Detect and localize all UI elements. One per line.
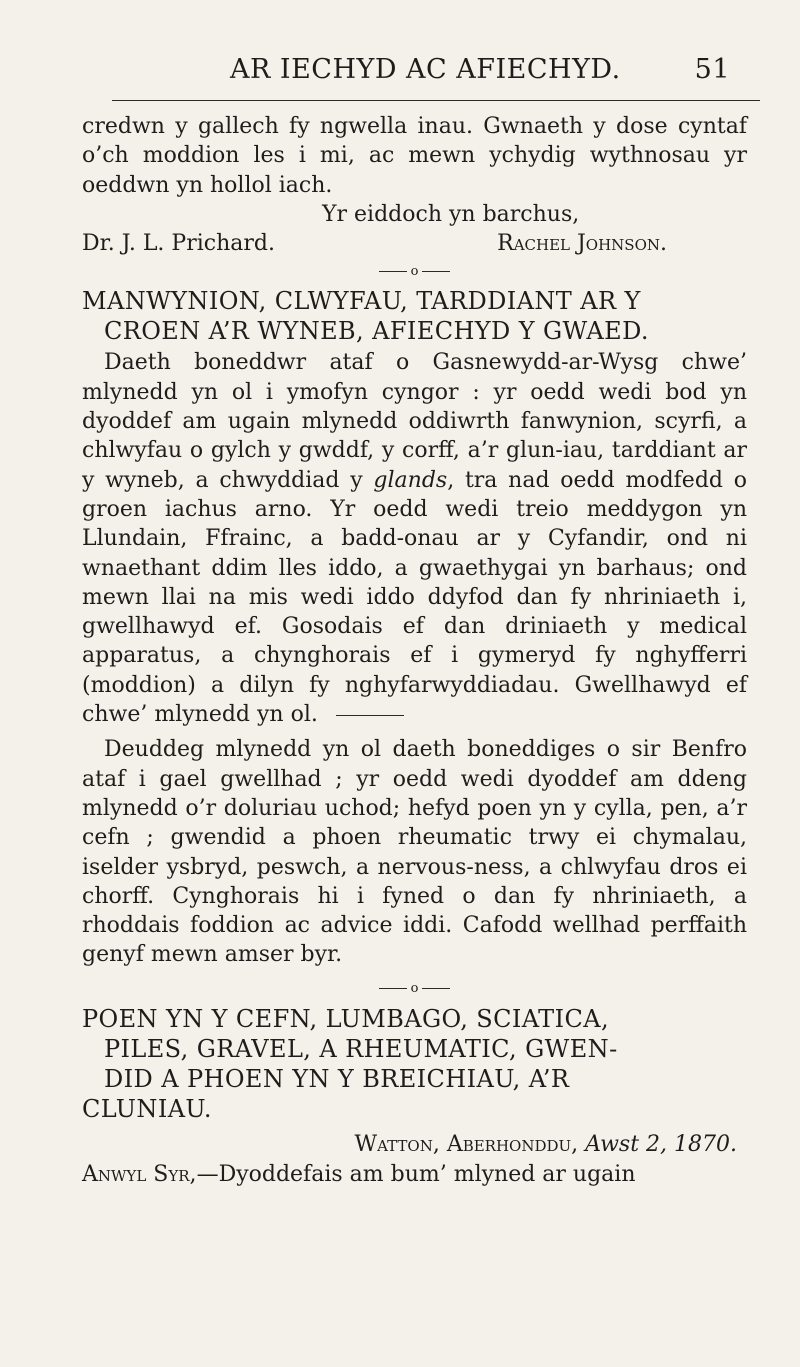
page-body <box>82 112 747 1190</box>
dateline <box>82 1130 747 1160</box>
separator-line <box>422 271 450 272</box>
article3-heading-line4: CLUNIAU. <box>82 1094 212 1123</box>
section-separator <box>82 260 747 282</box>
para1-part-a: Daeth boneddwr ataf o Gasnewydd-ar-Wysg chwe’ mlynedd yn ol i ymofyn cyngor : yr oedd wedi bod yn dyoddef am ugain mlynedd oddiwrth fanwynion, scyrfi, a chlwyfau o gylch y gwddf, y corff, a’r glun-iau, tarddiant ar y wyneb, a chwyddiad y <box>82 350 747 493</box>
separator-glyph: o <box>410 981 419 997</box>
article2-paragraph1 <box>82 348 747 729</box>
article3-heading-line1: POEN YN Y CEFN, LUMBAGO, SCIATICA, <box>82 1004 609 1033</box>
separator-line <box>379 988 407 989</box>
inline-rule <box>336 715 404 716</box>
section-separator <box>82 978 747 1000</box>
running-title: AR IECHYD AC AFIECHYD. <box>230 54 621 85</box>
article3-heading <box>82 1004 747 1124</box>
page-number: 51 <box>694 54 730 85</box>
article3-heading-line2: PILES, GRAVEL, A RHEUMATIC, GWEN- <box>104 1034 618 1063</box>
salutation: Anwyl Syr, <box>82 1161 197 1187</box>
dateline-place: Watton, Aberhonddu, <box>354 1131 586 1157</box>
separator-line <box>379 271 407 272</box>
letter1-body: credwn y gallech fy ngwella inau. Gwnaeth y dose cyntaf o’ch moddion les i mi, ac mewn ychydig wythnosau yr oeddwn yn hollol iach. <box>82 114 747 198</box>
doctor-name: Dr. J. L. Prichard. <box>82 231 275 257</box>
article2-heading-line1: MANWYNION, CLWYFAU, TARDDIANT AR Y <box>82 287 641 316</box>
para1-part-b: , tra nad oedd modfedd o groen iachus arno. Yr oedd wedi treio meddygon yn Llundain, Ffrainc, a badd-onau ar y Cyfandir, ond ni wnaethant ddim lles iddo, a gwaethygai yn barhaus; ond mewn llai na mis wedi iddo ddyfod dan fy nhriniaeth i, gwellhawyd ef. Gosodais ef dan driniaeth y medical apparatus, a chynghorais ef i gymeryd fy nghyfferri (moddion) a dilyn fy nghyfarwyddiadau. Gwellhawyd ef chwe’ mlynedd yn ol. <box>82 467 747 728</box>
separator-glyph: o <box>410 263 419 279</box>
article2-heading-line2: CROEN A’R WYNEB, AFIECHYD Y GWAED. <box>104 317 649 346</box>
signature: Rachel Johnson. <box>497 231 667 257</box>
separator-line <box>422 988 450 989</box>
article2-paragraph2: Deuddeg mlynedd yn ol daeth boneddiges o sir Benfro ataf i gael gwellhad ; yr oedd wedi dyoddef am ddeng mlynedd o’r doluriau uchod; hefyd poen yn y cylla, pen, a’r cefn ; gwendid a phoen rheumatic trwy ei chymalau, iselder ysbryd, peswch, a nervous-ness, a chlwyfau dros ei chorff. Cynghorais hi i fyned o dan fy nhriniaeth, a rhoddais foddion ac advice iddi. Cafodd wellhad perffaith genyf mewn amser byr. <box>82 737 747 968</box>
para1-italic: glands <box>373 467 448 493</box>
letter1-signature-row <box>82 229 747 258</box>
article3-opening <box>82 1160 747 1190</box>
header-rule <box>112 100 760 101</box>
article3-heading-line3: DID A PHOEN YN Y BREICHIAU, A’R <box>104 1064 570 1093</box>
article3-first-line: —Dyoddefais am bum’ mlyned ar ugain <box>196 1161 636 1187</box>
dateline-date: Awst 2, 1870. <box>585 1131 737 1157</box>
letter1-closing: Yr eiddoch yn barchus, <box>322 201 580 227</box>
article2-heading <box>82 286 747 346</box>
